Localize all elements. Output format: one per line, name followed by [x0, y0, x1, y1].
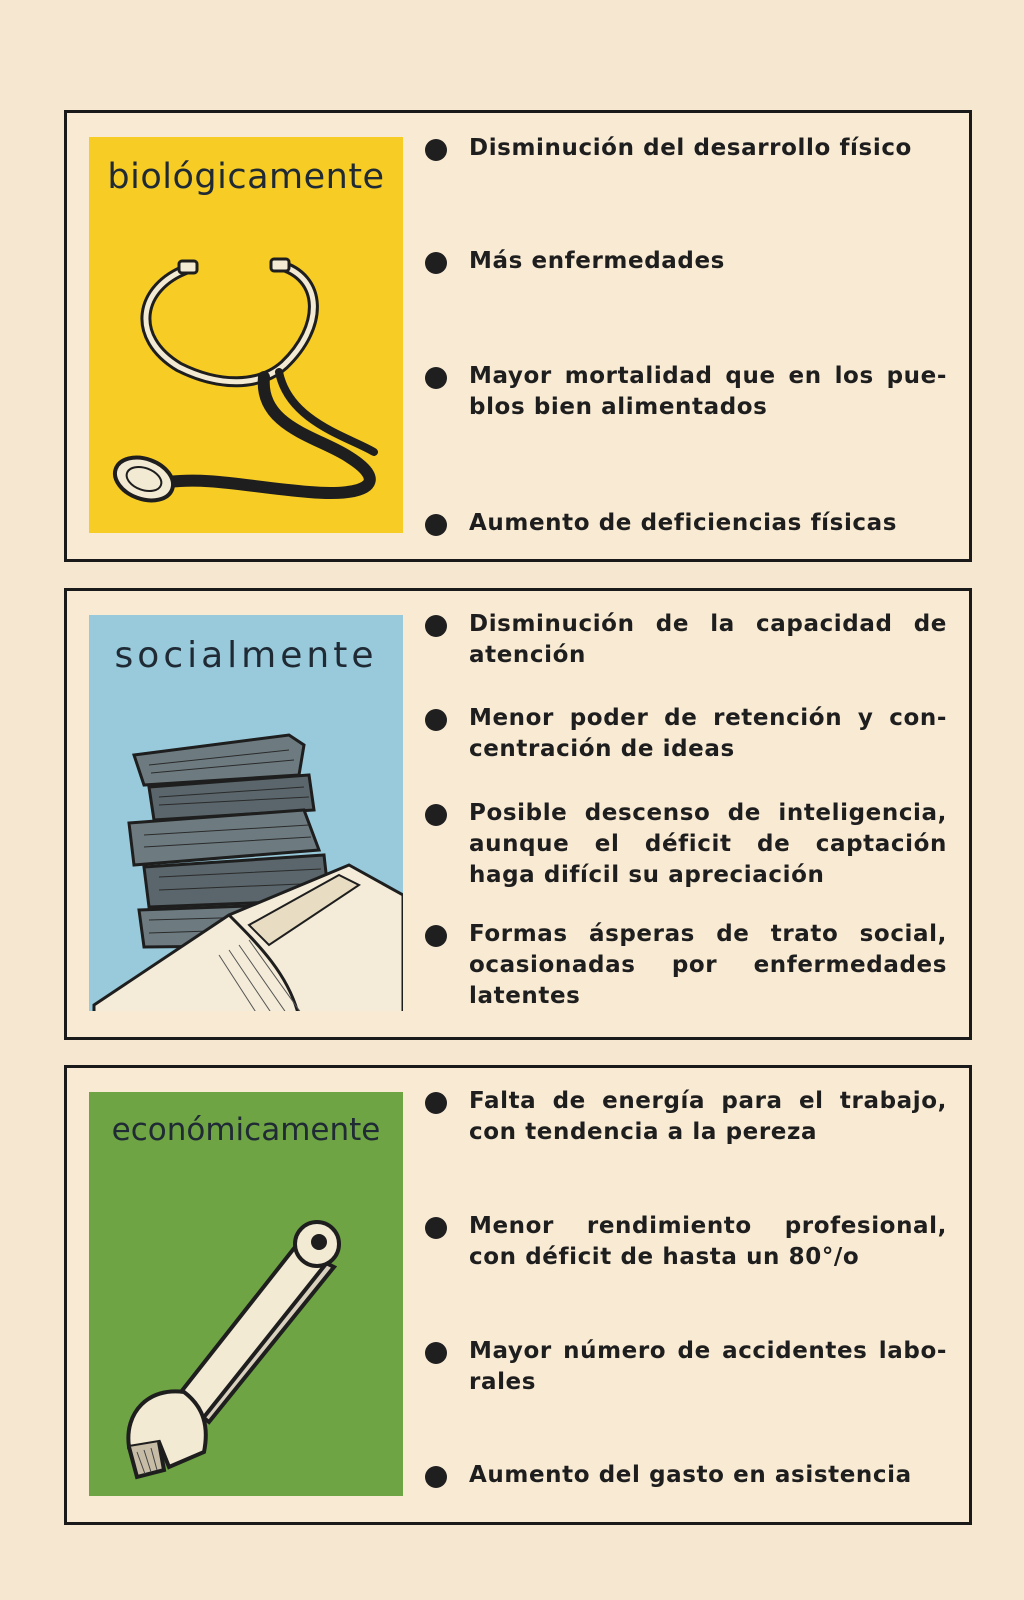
bullet-icon	[425, 139, 447, 161]
bullet-icon	[425, 615, 447, 637]
list-item: Menor poder de retención y con-centración de ideas	[425, 703, 947, 765]
panel-biological	[64, 110, 972, 562]
bullet-icon	[425, 709, 447, 731]
bullet-icon	[425, 514, 447, 536]
category-title: económicamente	[111, 1112, 381, 1148]
bullet-icon	[425, 367, 447, 389]
list-item: Disminución del desarrollo físico	[425, 133, 947, 164]
wrench-icon	[89, 1092, 403, 1496]
list-item: Aumento de deficiencias físicas	[425, 508, 947, 539]
books-icon	[89, 615, 403, 1011]
social-illustration	[89, 615, 403, 1011]
economic-list	[425, 1068, 947, 1522]
list-item: Más enfermedades	[425, 246, 947, 277]
bullet-icon	[425, 252, 447, 274]
bullet-icon	[425, 1342, 447, 1364]
panel-economic	[64, 1065, 972, 1525]
list-item: Menor rendimiento profesional, con déficit de hasta un 80°/o	[425, 1211, 947, 1273]
bullet-icon	[425, 804, 447, 826]
biological-illustration	[89, 137, 403, 533]
bullet-icon	[425, 925, 447, 947]
biological-list	[425, 113, 947, 559]
list-item: Falta de energía para el trabajo, con tendencia a la pereza	[425, 1086, 947, 1148]
category-title: socialmente	[114, 635, 378, 676]
economic-illustration	[89, 1092, 403, 1496]
bullet-icon	[425, 1092, 447, 1114]
social-list	[425, 591, 947, 1037]
list-item: Posible descenso de inteligencia, aunque el déficit de captación haga difícil su apreciación	[425, 798, 947, 891]
bullet-icon	[425, 1466, 447, 1488]
panel-social	[64, 588, 972, 1040]
list-item: Disminución de la capacidad de atención	[425, 609, 947, 671]
bullet-icon	[425, 1217, 447, 1239]
list-item: Mayor mortalidad que en los pue-blos bien alimentados	[425, 361, 947, 423]
list-item: Aumento del gasto en asistencia	[425, 1460, 947, 1491]
stethoscope-icon	[89, 137, 403, 533]
list-item: Mayor número de accidentes labo-rales	[425, 1336, 947, 1398]
list-item: Formas ásperas de trato social, ocasionadas por enfermedades latentes	[425, 919, 947, 1012]
category-title: biológicamente	[107, 157, 385, 197]
